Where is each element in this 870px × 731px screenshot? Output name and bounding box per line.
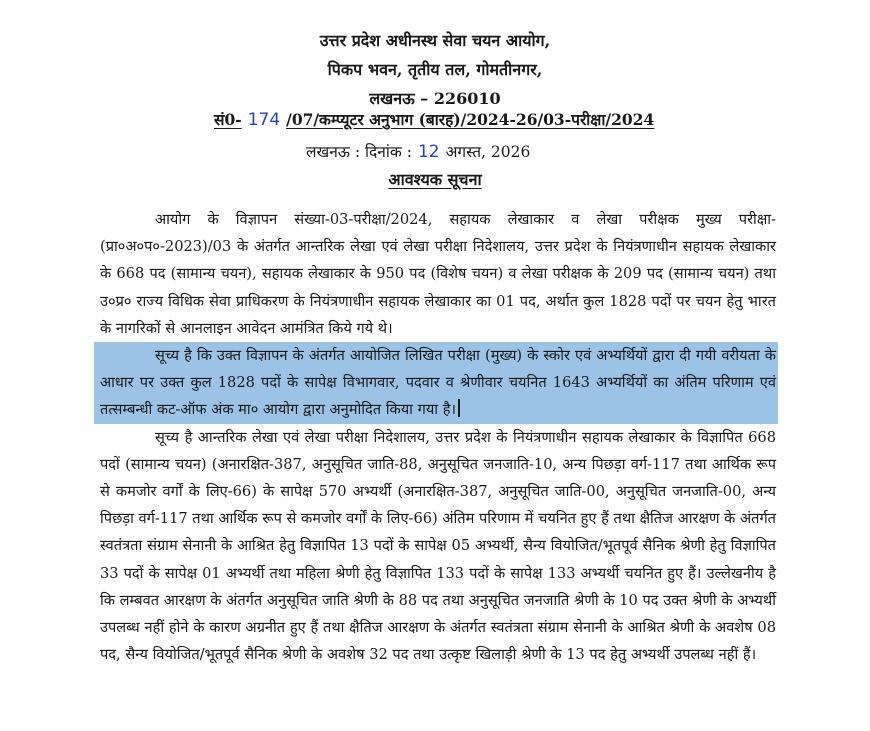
handwritten-date-day: 12	[417, 142, 440, 162]
reference-prefix: सं0-	[214, 110, 242, 129]
date-prefix: लखनऊ : दिनांक :	[306, 143, 412, 161]
date-line	[306, 140, 530, 162]
notice-body	[100, 206, 776, 668]
paragraph-advertisement: आयोग के विज्ञापन संख्या-03-परीक्षा/2024, सहायक लेखाकार व लेखा परीक्षक मुख्य परीक्षा-(प्रा०अ०प०-2023)/03 के अंतर्गत आन्तरिक लेखा एवं लेखा परीक्षा निदेशालय, उत्तर प्रदेश के नियंत्रणाधीन सहायक लेखाकार के 668 पद (सामान्य चयन), सहायक लेखाकार के 950 पद (विशेष चयन) व लेखा परीक्षक के 209 पद (सामान्य चयन) तथा उ०प्र० राज्य विधिक सेवा प्राधिकरण के नियंत्रणाधीन सहायक लेखाकार का 01 पद, अर्थात कुल 1828 पदों पर चयन हेतु भारत के नागरिकों से आनलाइन आवेदन आमंत्रित किये गये थे।	[100, 211, 776, 337]
paragraph-selection-details: सूच्य है आन्तरिक लेखा एवं लेखा परीक्षा निदेशालय, उत्तर प्रदेश के नियंत्रणाधीन सहायक लेखाकार के विज्ञापित 668 पदों (सामान्य चयन) (अनारक्षित-387, अनुसूचित जाति-88, अनुसूचित जनजाति-10, अन्य पिछड़ा वर्ग-117 तथा आर्थिक रूप से कमजोर वर्गों के लिए-66) के सापेक्ष 570 अभ्यर्थी (अनारक्षित-387, अनुसूचित जाति-00, अनुसूचित जनजाति-00, अन्य पिछड़ा वर्ग-117 तथा आर्थिक रूप से कमजोर वर्गों के लिए-66) अंतिम परिणाम में चयनित हुए हैं तथा क्षैतिज आरक्षण के अंतर्गत स्वतंत्रता संग्राम सेनानी के आश्रित हेतु विज्ञापित 13 पदों के सापेक्ष 05 अभ्यर्थी, सैन्य वियोजित/भूतपूर्व सैनिक श्रेणी हेतु विज्ञापित 33 पदों के सापेक्ष 01 अभ्यर्थी तथा महिला श्रेणी हेतु विज्ञापित 133 पदों के सापेक्ष 133 अभ्यर्थी चयनित हुए हैं। उल्लेखनीय है कि लम्बवत आरक्षण के अंतर्गत अनुसूचित जाति श्रेणी के 88 पद तथा अनुसूचित जनजाति श्रेणी के 10 पद उक्त श्रेणी के अभ्यर्थी उपलब्ध नहीं होने के कारण अग्रनीत हुए हैं तथा क्षैतिज आरक्षण के अंतर्गत स्वतंत्रता संग्राम सेनानी के आश्रित श्रेणी के अवशेष 08 पद, सैन्य वियोजित/भूतपूर्व सैनिक श्रेणी के अवशेष 32 पद तथा उत्कृष्ट खिलाड़ी श्रेणी के 13 पद हेतु अभ्यर्थी उपलब्ध नहीं हैं।	[100, 428, 776, 664]
letterhead	[0, 26, 870, 113]
date-suffix: अगस्त, 2026	[445, 143, 531, 161]
text-cursor	[458, 399, 460, 417]
organization-name: उत्तर प्रदेश अधीनस्थ सेवा चयन आयोग,	[319, 31, 551, 50]
paragraph-highlighted-result[interactable]	[94, 342, 778, 424]
reference-suffix: /07/कम्प्यूटर अनुभाग (बारह)/2024-26/03-परीक्षा/2024	[286, 110, 655, 129]
notice-title: आवश्यक सूचना	[388, 170, 482, 189]
reference-number	[214, 108, 654, 130]
organization-city: लखनऊ – 226010	[369, 89, 501, 108]
organization-address: पिकप भवन, तृतीय तल, गोमतीनगर,	[327, 60, 543, 79]
highlighted-text: सूच्य है कि उक्त विज्ञापन के अंतर्गत आयोजित लिखित परीक्षा (मुख्य) के स्कोर एवं अभ्यर्थियों द्वारा दी गयी वरीयता के आधार पर उक्त कुल 1828 पदों के सापेक्ष विभागवार, पदवार व श्रेणीवार चयनित 1643 अभ्यर्थियों का अंतिम परिणाम एवं तत्सम्बन्धी कट-ऑफ अंक मा० आयोग द्वारा अनुमोदित किया गया है।	[100, 347, 776, 419]
notice-title-wrapper	[0, 168, 870, 190]
handwritten-reference-number: 174	[247, 110, 281, 130]
